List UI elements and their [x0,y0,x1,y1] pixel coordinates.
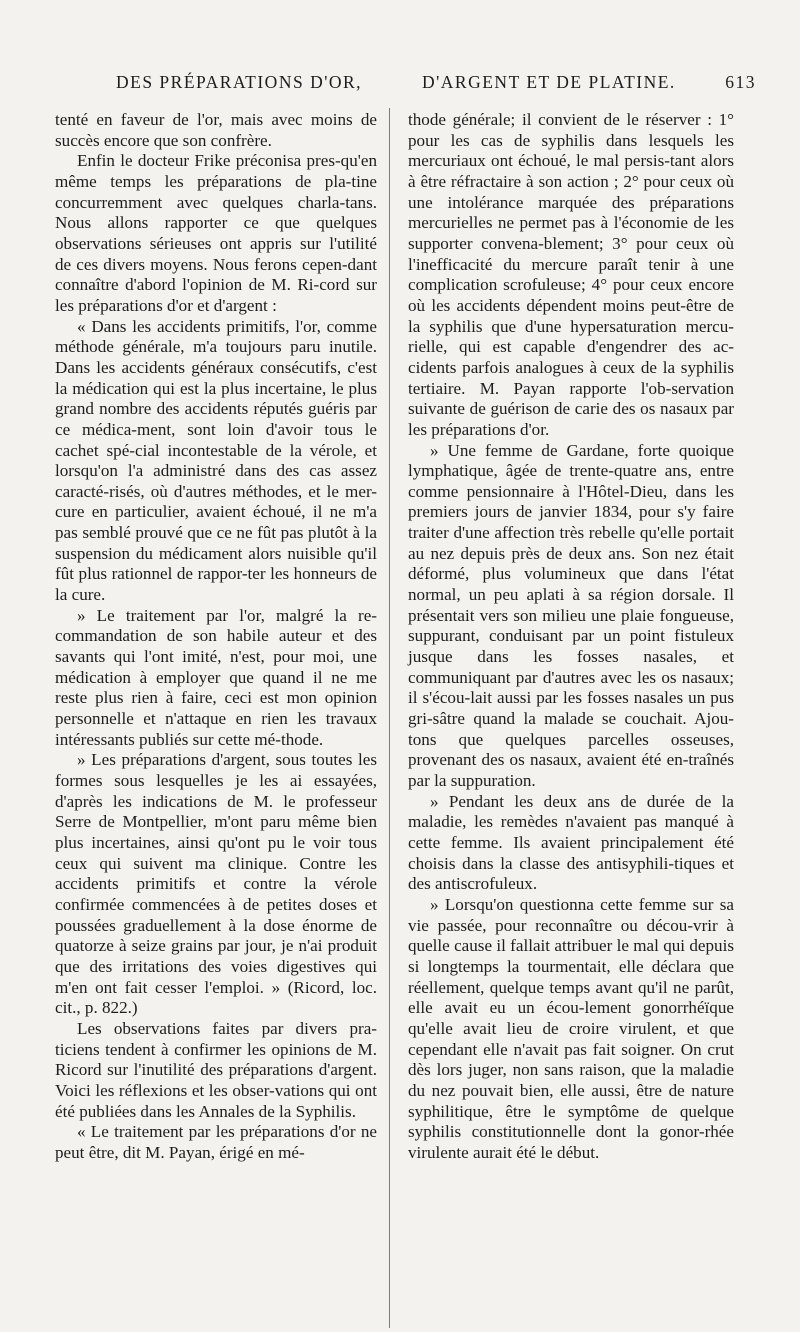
paragraph: thode générale; il convient de le réserver : 1° pour les cas de syphilis dans lesquels les mercuriaux ont échoué, le mal persis-tant alors à être réfractaire à son action ; 2° pour ceux où une intolérance marquée des préparations mercurielles ne permet pas à l'économie de les supporter convena-blement; 3° pour ceux où l'inefficacité du mercure paraît tenir à une complication scrofuleuse; 4° pour ceux encore où les accidents dépendent moins peut-être de la syphilis que d'une hypersaturation mercu-rielle, qui est capable d'engendrer des ac-cidents parfois analogues à ceux de la syphilis tertiaire. M. Payan rapporte l'ob-servation suivante de guérison de carie des os nasaux par les préparations d'or. [408,110,734,439]
header-right-title: D'ARGENT ET DE PLATINE. [422,72,676,92]
paragraph: » Les préparations d'argent, sous toutes les formes sous lesquelles je les ai essayées, d'après les indications de M. le professeur Serre de Montpellier, m'ont paru même bien plus incertaines, ainsi qu'ont pu le voir tous ceux qui suivent ma clinique. Contre les accidents primitifs et contre la vérole confirmée commencées à de petites doses et poussées graduellement à la dose énorme de quatorze à seize grains par jour, je n'ai produit que des irritations des voies digestives qui m'en ont fait cesser l'emploi. » (Ricord, loc. cit., p. 822.) [55,750,377,1018]
paragraph: Enfin le docteur Frike préconisa pres-qu'en même temps les préparations de pla-tine concurremment avec quelques charla-tans. Nous allons rapporter ce que quelques observations sérieuses ont appris sur l'utilité de ces divers moyens. Nous ferons cepen-dant connaître d'abord l'opinion de M. Ri-cord sur les préparations d'or et d'argent : [55,151,377,315]
header-left-title: DES PRÉPARATIONS D'OR, [116,72,363,92]
column-divider [389,108,390,1328]
paragraph: « Le traitement par les préparations d'or ne peut être, dit M. Payan, érigé en mé- [55,1122,377,1162]
paragraph: » Pendant les deux ans de durée de la maladie, les remèdes n'avaient pas manqué à cette femme. Ils avaient principalement été choisis dans la classe des antisyphili-tiques et des antiscrofuleux. [408,791,734,894]
paragraph: tenté en faveur de l'or, mais avec moins de succès encore que son confrère. [55,110,377,150]
running-header [52,72,756,96]
paragraph: Les observations faites par divers pra-ticiens tendent à confirmer les opinions de M. Ricord sur l'inutilité des préparations d'argent. Voici les réflexions et les obser-vations qui ont été publiées dans les Annales de la Syphilis. [55,1018,377,1121]
paragraph: » Une femme de Gardane, forte quoique lymphatique, âgée de trente-quatre ans, entre comme pensionnaire à l'Hôtel-Dieu, dans les premiers jours de janvier 1834, pour s'y faire traiter d'une affection très rebelle qu'elle portait au nez depuis près de deux ans. Son nez était déformé, plus volumineux que dans l'état normal, un peu aplati à sa région dorsale. Il présentait vers son milieu une plaie fongueuse, suppurant, conduisant par un point fistuleux jusque dans les fosses nasales, et communiquant par d'autres avec les os nasaux; il s'écou-lait aussi par les fosses nasales un pus gri-sâtre quand la malade se couchait. Ajou-tons que quelques parcelles osseuses, provenant des os nasaux, avaient été en-traînés par la suppuration. [408,440,734,790]
paragraph: « Dans les accidents primitifs, l'or, comme méthode générale, m'a toujours paru inutile. Dans les accidents généraux consécutifs, c'est la médication qui est la plus incertaine, le plus grand nombre des accidents réputés guéris par ce médica-ment, sont loin d'avoir tous le cachet spé-cial incontestable de la vérole, et lorsqu'on l'a administré dans des cas assez caracté-risés, où d'autres méthodes, et le mer-cure en particulier, avaient échoué, il ne m'a pas semblé prouvé que ce ne fût pas plutôt à la suspension du médicament alors nuisible qu'il fût plus rationnel de rappor-ter les honneurs de la cure. [55,316,377,605]
left-column [55,110,377,1163]
paragraph: » Le traitement par l'or, malgré la re-commandation de son habile auteur et des savants qui l'ont imité, n'est, pour moi, une médication à employer que quand il ne me reste plus rien à faire, ceci est mon opinion personnelle et n'attaque en rien les travaux intéressants publiés sur cette mé-thode. [55,605,377,749]
paragraph: » Lorsqu'on questionna cette femme sur sa vie passée, pour reconnaître ou décou-vrir à quelle cause il fallait attribuer le mal qui depuis si longtemps la tourmentait, elle déclara que réellement, quelque temps avant qu'il ne parût, elle avait eu un écou-lement gonorrhéïque qu'elle avait lieu de croire virulent, et que cependant elle n'avait pas fait soigner. On crut dès lors juger, non sans raison, que la maladie du nez pouvait bien, elle aussi, être de nature syphilitique, être le symptôme de quelque syphilis constitutionnelle dont la gonor-rhée virulente aurait été le début. [408,894,734,1162]
right-column [408,110,734,1163]
page-number: 613 [725,72,756,92]
